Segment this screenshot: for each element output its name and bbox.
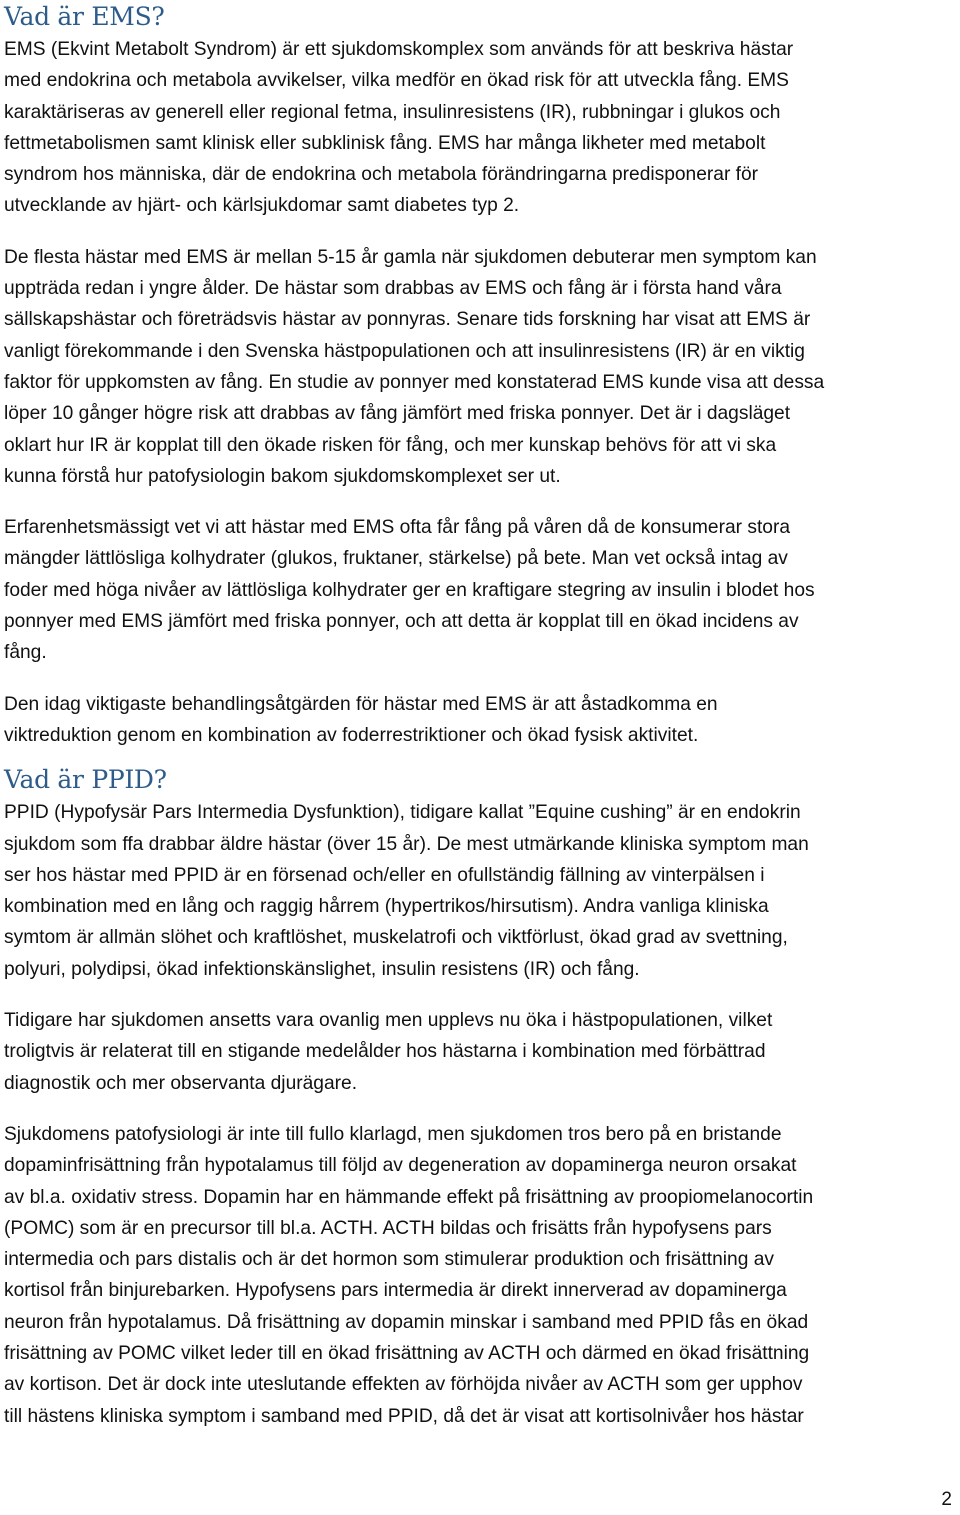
text-line: karaktäriseras av generell eller regional fetma, insulinresistens (IR), rubbningar i glukos och	[4, 101, 781, 123]
text-line: sällskapshästar och företrädsvis hästar av ponnyras. Senare tids forskning har visat att EMS är	[4, 309, 811, 331]
text-line: PPID (Hypofysär Pars Intermedia Dysfunktion), tidigare kallat ”Equine cushing” är en endokrin	[4, 802, 801, 824]
text-line: fettmetabolismen samt klinisk eller subklinisk fång. EMS har många likheter med metabolt	[4, 132, 766, 154]
text-line: mängder lättlösliga kolhydrater (glukos, fruktaner, stärkelse) på bete. Man vet också intag av	[4, 548, 788, 570]
text-line: löper 10 gånger högre risk att drabbas av fång jämfört med friska ponnyer. Det är i dagsläget	[4, 403, 791, 425]
text-line: troligtvis är relaterat till en stigande medelålder hos hästarna i kombination med förbättrad	[4, 1041, 766, 1063]
text-line: viktreduktion genom en kombination av foderrestriktioner och ökad fysisk aktivitet.	[4, 724, 699, 746]
paragraph-ems-4	[4, 689, 958, 752]
text-line: med endokrina och metabola avvikelser, vilka medför en ökad risk för att utveckla fång. EMS	[4, 70, 789, 92]
document-page	[4, 0, 958, 1432]
text-line: De flesta hästar med EMS är mellan 5-15 år gamla när sjukdomen debuterar men symptom kan	[4, 246, 817, 268]
paragraph-ems-1	[4, 34, 958, 222]
text-line: Tidigare har sjukdomen ansetts vara ovanlig men upplevs nu öka i hästpopulationen, vilket	[4, 1010, 773, 1032]
text-line: EMS (Ekvint Metabolt Syndrom) är ett sjukdomskomplex som används för att beskriva hästar	[4, 39, 794, 60]
text-line: frisättning av POMC vilket leder till en ökad frisättning av ACTH och därmed en ökad frisättning	[4, 1342, 810, 1364]
heading-ems: Vad är EMS?	[4, 2, 165, 31]
text-line: av kortison. Det är dock inte uteslutande effekten av förhöjda nivåer av ACTH som ger upphov	[4, 1374, 803, 1396]
text-line: ser hos hästar med PPID är en försenad och/eller en ofullständig fällning av vinterpälsen i	[4, 864, 765, 886]
text-line: intermedia och pars distalis och är det hormon som stimulerar produktion och frisättning av	[4, 1249, 774, 1271]
text-line: syndrom hos människa, där de endokrina och metabola förändringarna predisponerar för	[4, 164, 759, 186]
text-line: utvecklande av hjärt- och kärlsjukdomar samt diabetes typ 2.	[4, 195, 520, 217]
text-line: sjukdom som ffa drabbar äldre hästar (över 15 år). De mest utmärkande kliniska symptom man	[4, 833, 809, 855]
text-line: av bl.a. oxidativ stress. Dopamin har en hämmande effekt på frisättning av proopiomelanocortin	[4, 1186, 814, 1208]
text-line: polyuri, polydipsi, ökad infektionskänslighet, insulin resistens (IR) och fång.	[4, 958, 640, 980]
text-line: (POMC) som är en precursor till bl.a. ACTH. ACTH bildas och frisätts från hypofysens pars	[4, 1217, 772, 1239]
page-number: 2	[941, 1489, 952, 1510]
paragraph-ems-2	[4, 242, 958, 492]
heading-ppid: Vad är PPID?	[4, 765, 167, 795]
text-line: symtom är allmän slöhet och kraftlöshet, muskelatrofi och viktförlust, ökad grad av svettning,	[4, 927, 788, 949]
text-line: kunna förstå hur patofysiologin bakom sjukdomskomplexet ser ut.	[4, 465, 561, 487]
text-line: dopaminfrisättning från hypotalamus till följd av degeneration av dopaminerga neuron orsakat	[4, 1155, 797, 1177]
text-line: till hästens kliniska symptom i samband med PPID, då det är visat att kortisolnivåer hos hästar	[4, 1405, 804, 1427]
text-line: neuron från hypotalamus. Då frisättning av dopamin minskar i samband med PPID fås en ökad	[4, 1311, 809, 1333]
text-line: fång.	[4, 642, 47, 664]
text-line: vanligt förekommande i den Svenska hästpopulationen och att insulinresistens (IR) är en viktig	[4, 340, 805, 362]
text-line: kombination med en lång och raggig hårrem (hypertrikos/hirsutism). Andra vanliga kliniska	[4, 896, 769, 918]
paragraph-ppid-3	[4, 1119, 958, 1432]
paragraph-ppid-1	[4, 797, 958, 985]
text-line: foder med höga nivåer av lättlösliga kolhydrater ger en kraftigare stegring av insulin i blodet hos	[4, 579, 815, 601]
text-line: ponnyer med EMS jämfört med friska ponnyer, och att detta är kopplat till en ökad incidens av	[4, 611, 799, 633]
paragraph-ems-3	[4, 512, 958, 668]
text-line: uppträda redan i yngre ålder. De hästar som drabbas av EMS och fång är i första hand våra	[4, 278, 782, 300]
text-line: Den idag viktigaste behandlingsåtgärden för hästar med EMS är att åstadkomma en	[4, 693, 718, 715]
text-line: Sjukdomens patofysiologi är inte till fullo klarlagd, men sjukdomen tros bero på en bristande	[4, 1123, 782, 1145]
text-line: faktor för uppkomsten av fång. En studie av ponnyer med konstaterad EMS kunde visa att dessa	[4, 371, 825, 393]
text-line: oklart hur IR är kopplat till den ökade risken för fång, och mer kunskap behövs för att vi ska	[4, 434, 777, 456]
text-line: diagnostik och mer observanta djurägare.	[4, 1072, 358, 1094]
text-line: Erfarenhetsmässigt vet vi att hästar med EMS ofta får fång på våren då de konsumerar stora	[4, 517, 791, 539]
paragraph-ppid-2	[4, 1005, 958, 1099]
text-line: kortisol från binjurebarken. Hypofysens pars intermedia är direkt innerverad av dopaminerga	[4, 1280, 787, 1302]
